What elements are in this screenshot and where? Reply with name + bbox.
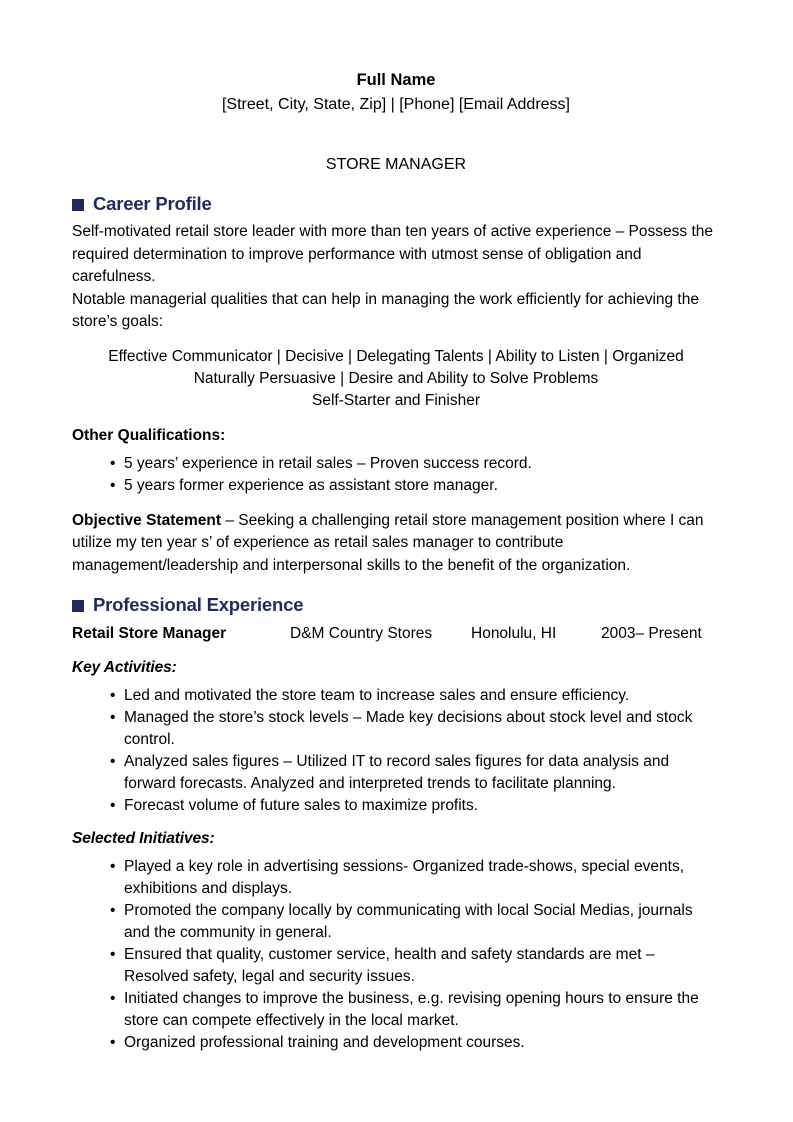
other-qualifications-heading: Other Qualifications:	[72, 426, 226, 444]
bullet-dot-icon: •	[110, 454, 116, 472]
resume-content	[72, 70, 720, 1054]
list-item-text: Organized professional training and development courses.	[124, 1034, 525, 1051]
job-target-title: STORE MANAGER	[325, 156, 467, 173]
list-item	[72, 795, 720, 817]
list-item-text: Analyzed sales figures – Utilized IT to record sales figures for data analysis and forward forecasts. Analyzed and interpreted trends to facilitate planning.	[124, 753, 670, 792]
career-profile-paragraph-1: Self-motivated retail store leader with more than ten years of active experience – Possess the required determination to improve performance with utmost sense of obligation and carefulness.	[72, 223, 713, 285]
experience-dates: 2003– Present	[601, 625, 702, 642]
list-item	[72, 1032, 720, 1054]
list-item	[72, 685, 720, 707]
bullet-dot-icon: •	[110, 990, 116, 1007]
list-item	[72, 856, 720, 900]
bullet-dot-icon: •	[110, 902, 116, 919]
objective-statement	[72, 510, 720, 578]
list-item	[72, 900, 720, 944]
other-qualifications-list	[72, 453, 720, 497]
list-item-text: Initiated changes to improve the business, e.g. revising opening hours to ensure the store can compete effectively in the local market.	[124, 990, 699, 1029]
selected-initiatives-list	[72, 856, 720, 1054]
square-bullet-icon	[72, 600, 84, 612]
list-item-text: Ensured that quality, customer service, health and safety standards are met – Resolved safety, legal and security issues.	[124, 946, 655, 985]
list-item	[72, 944, 720, 988]
list-item-text: Forecast volume of future sales to maximize profits.	[124, 797, 479, 814]
list-item-text: Promoted the company locally by communicating with local Social Medias, journals and the community in general.	[124, 902, 693, 941]
list-item-text: Managed the store’s stock levels – Made key decisions about stock level and stock control.	[124, 709, 693, 748]
skills-line: Self-Starter and Finisher	[312, 391, 480, 409]
contact-line: [Street, City, State, Zip] | [Phone] [Email Address]	[221, 96, 570, 113]
bullet-dot-icon: •	[110, 1034, 116, 1051]
selected-initiatives-heading: Selected Initiatives:	[72, 830, 215, 847]
skills-line: Naturally Persuasive | Desire and Ability to Solve Problems	[193, 369, 599, 387]
full-name: Full Name	[356, 71, 436, 89]
bullet-dot-icon: •	[110, 946, 116, 963]
list-item-text: Played a key role in advertising sessions- Organized trade-shows, special events, exhibitions and displays.	[124, 858, 684, 897]
list-item-text: Led and motivated the store team to increase sales and ensure efficiency.	[124, 687, 630, 704]
skills-list	[72, 346, 720, 412]
section-heading-label: Career Profile	[93, 193, 212, 214]
objective-statement-text: – Seeking a challenging retail store management position where I can utilize my ten year s’ of experience as retail sales manager to contribute management/leadership and interpersonal skills to the benefit of the organization.	[72, 511, 704, 574]
list-item	[72, 453, 720, 475]
bullet-dot-icon: •	[110, 709, 116, 726]
list-item	[72, 751, 720, 795]
list-item	[72, 707, 720, 751]
key-activities-list	[72, 685, 720, 817]
bullet-dot-icon: •	[110, 687, 116, 704]
experience-job-title: Retail Store Manager	[72, 625, 227, 642]
square-bullet-icon	[72, 199, 84, 211]
bullet-dot-icon: •	[110, 753, 116, 770]
bullet-dot-icon: •	[110, 797, 116, 814]
bullet-dot-icon: •	[110, 858, 116, 875]
list-item-text: 5 years former experience as assistant store manager.	[124, 476, 498, 494]
experience-location: Honolulu, HI	[471, 625, 557, 642]
section-heading-career-profile	[72, 193, 720, 215]
skills-line: Effective Communicator | Decisive | Delegating Talents | Ability to Listen | Organized	[108, 347, 684, 365]
section-heading-label: Professional Experience	[93, 594, 304, 615]
list-item	[72, 475, 720, 497]
key-activities-heading: Key Activities:	[72, 659, 177, 676]
objective-statement-label: Objective Statement	[72, 511, 222, 529]
career-profile-paragraph-2: Notable managerial qualities that can help in managing the work efficiently for achieving the store’s goals:	[72, 290, 699, 330]
list-item	[72, 988, 720, 1032]
list-item-text: 5 years’ experience in retail sales – Proven success record.	[124, 454, 532, 472]
experience-row	[72, 622, 720, 646]
section-heading-professional-experience	[72, 594, 720, 616]
experience-company: D&M Country Stores	[290, 625, 433, 642]
bullet-dot-icon: •	[110, 476, 116, 494]
